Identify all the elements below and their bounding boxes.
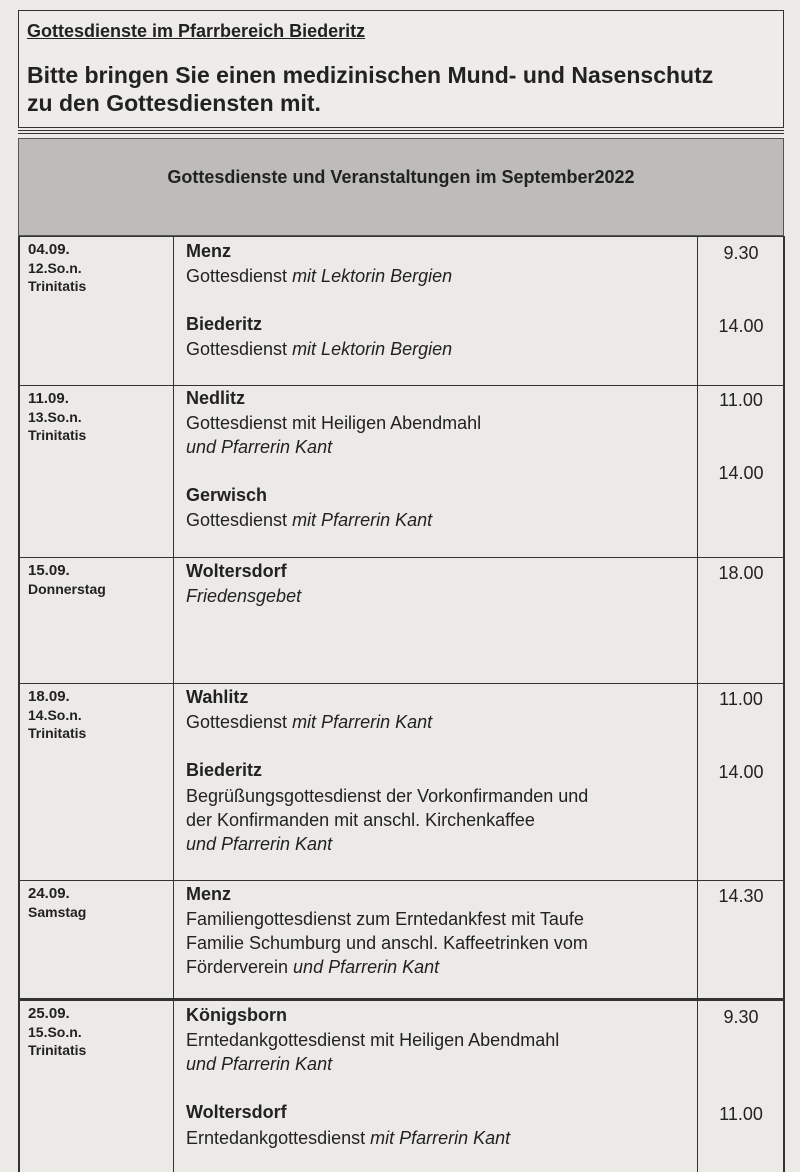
date-cell <box>18 684 174 880</box>
date-cell <box>18 386 174 557</box>
liturgical-day: 15.So.n. <box>28 1024 82 1040</box>
header-title: Gottesdienste im Pfarrbereich Biederitz <box>27 21 366 41</box>
event-location: Königsborn <box>186 1005 287 1025</box>
table-row-2509 <box>18 998 784 1172</box>
date: 25.09. <box>28 1005 70 1022</box>
event-time: 14.00 <box>718 316 764 336</box>
event-description <box>186 784 686 856</box>
date: 18.09. <box>28 688 70 705</box>
mask-notice-line-1: Bitte bringen Sie einen medizinischen Mund- und Nasenschutz <box>27 62 714 88</box>
event-text: der Konfirmanden mit anschl. Kirchenkaffee <box>186 810 535 830</box>
table-row-1509 <box>18 557 784 683</box>
mask-notice <box>27 61 777 117</box>
event-text: Gottesdienst <box>186 339 293 359</box>
event-time: 14.00 <box>718 762 764 782</box>
event-location: Gerwisch <box>186 485 268 505</box>
date-cell <box>18 558 174 683</box>
event-cell <box>174 684 698 880</box>
event-description <box>186 508 686 532</box>
date: 11.09. <box>28 390 69 407</box>
event-text: Familiengottesdienst zum Erntedankfest mit Taufe <box>186 909 584 929</box>
time-cell <box>698 237 784 385</box>
event-officiant: und Pfarrerin Kant <box>186 437 333 457</box>
event-location: Woltersdorf <box>186 561 287 581</box>
event-description <box>186 411 686 459</box>
liturgical-day-name: Trinitatis <box>28 1042 87 1058</box>
event-location: Menz <box>186 884 231 904</box>
event-time: 11.00 <box>719 390 763 410</box>
event-officiant: mit Pfarrerin Kant <box>292 510 433 530</box>
event-officiant: mit Pfarrerin Kant <box>292 712 433 732</box>
header-divider <box>18 130 784 134</box>
event-time: 11.00 <box>719 1104 763 1124</box>
weekday: Samstag <box>28 904 87 920</box>
event-officiant: und Pfarrerin Kant <box>186 1054 333 1074</box>
event-cell <box>174 881 698 998</box>
event-officiant: Friedensgebet <box>186 586 302 606</box>
event-officiant: und Pfarrerin Kant <box>293 957 440 977</box>
event-location: Woltersdorf <box>186 1102 287 1122</box>
time-cell <box>698 386 784 557</box>
event-time: 9.30 <box>723 243 759 263</box>
event-description <box>186 584 686 608</box>
weekday: Donnerstag <box>28 581 106 597</box>
event-text: Familie Schumburg und anschl. Kaffeetrinken vom <box>186 933 588 953</box>
event-description <box>186 907 684 979</box>
date: 04.09. <box>28 241 70 258</box>
liturgical-day-name: Trinitatis <box>28 725 87 741</box>
event-officiant: mit Pfarrerin Kant <box>370 1128 511 1148</box>
table-row-0409 <box>18 236 784 385</box>
event-officiant: mit Lektorin Bergien <box>292 339 453 359</box>
date-cell <box>18 881 174 998</box>
event-description <box>186 264 686 288</box>
event-time: 11.00 <box>719 689 763 709</box>
event-cell <box>174 237 698 385</box>
liturgical-day: 13.So.n. <box>28 409 82 425</box>
event-description <box>186 710 686 734</box>
event-cell <box>174 386 698 557</box>
time-cell <box>698 558 784 683</box>
event-officiant: mit Lektorin Bergien <box>292 266 453 286</box>
event-officiant: und Pfarrerin Kant <box>186 834 333 854</box>
event-cell <box>174 558 698 683</box>
event-time: 14.30 <box>718 886 764 906</box>
event-description <box>186 1028 686 1076</box>
event-text: Förderverein <box>186 957 294 977</box>
table-row-1809 <box>18 683 784 880</box>
event-location: Menz <box>186 241 231 261</box>
date: 24.09. <box>28 885 70 902</box>
date-cell <box>18 1001 174 1172</box>
event-description <box>186 337 686 361</box>
time-cell <box>698 684 784 880</box>
table-row-1109 <box>18 385 784 557</box>
time-cell <box>698 1001 784 1172</box>
event-location: Biederitz <box>186 760 263 780</box>
event-location: Wahlitz <box>186 687 249 707</box>
event-text: Gottesdienst <box>186 266 293 286</box>
month-banner-text: Gottesdienste und Veranstaltungen im September2022 <box>167 167 635 187</box>
event-location: Nedlitz <box>186 388 246 408</box>
event-text: Gottesdienst mit Heiligen Abendmahl <box>186 413 482 433</box>
event-text: Erntedankgottesdienst <box>186 1128 371 1148</box>
event-cell <box>174 1001 698 1172</box>
event-text: Begrüßungsgottesdienst der Vorkonfirmanden und <box>186 786 589 806</box>
time-cell <box>698 881 784 998</box>
event-text: Gottesdienst <box>186 712 293 732</box>
event-location: Biederitz <box>186 314 263 334</box>
date-cell <box>18 237 174 385</box>
month-banner <box>18 138 784 236</box>
liturgical-day-name: Trinitatis <box>28 427 87 443</box>
event-time: 9.30 <box>723 1007 759 1027</box>
header-box <box>18 10 784 128</box>
date: 15.09. <box>28 562 70 579</box>
event-time: 18.00 <box>718 563 764 583</box>
event-text: Erntedankgottesdienst mit Heiligen Abendmahl <box>186 1030 560 1050</box>
event-description <box>186 1126 686 1150</box>
event-time: 14.00 <box>718 463 764 483</box>
liturgical-day-name: Trinitatis <box>28 278 87 294</box>
table-row-2409 <box>18 880 784 998</box>
liturgical-day: 14.So.n. <box>28 707 82 723</box>
event-text: Gottesdienst <box>186 510 293 530</box>
liturgical-day: 12.So.n. <box>28 260 82 276</box>
mask-notice-line-2: zu den Gottesdiensten mit. <box>27 90 321 116</box>
